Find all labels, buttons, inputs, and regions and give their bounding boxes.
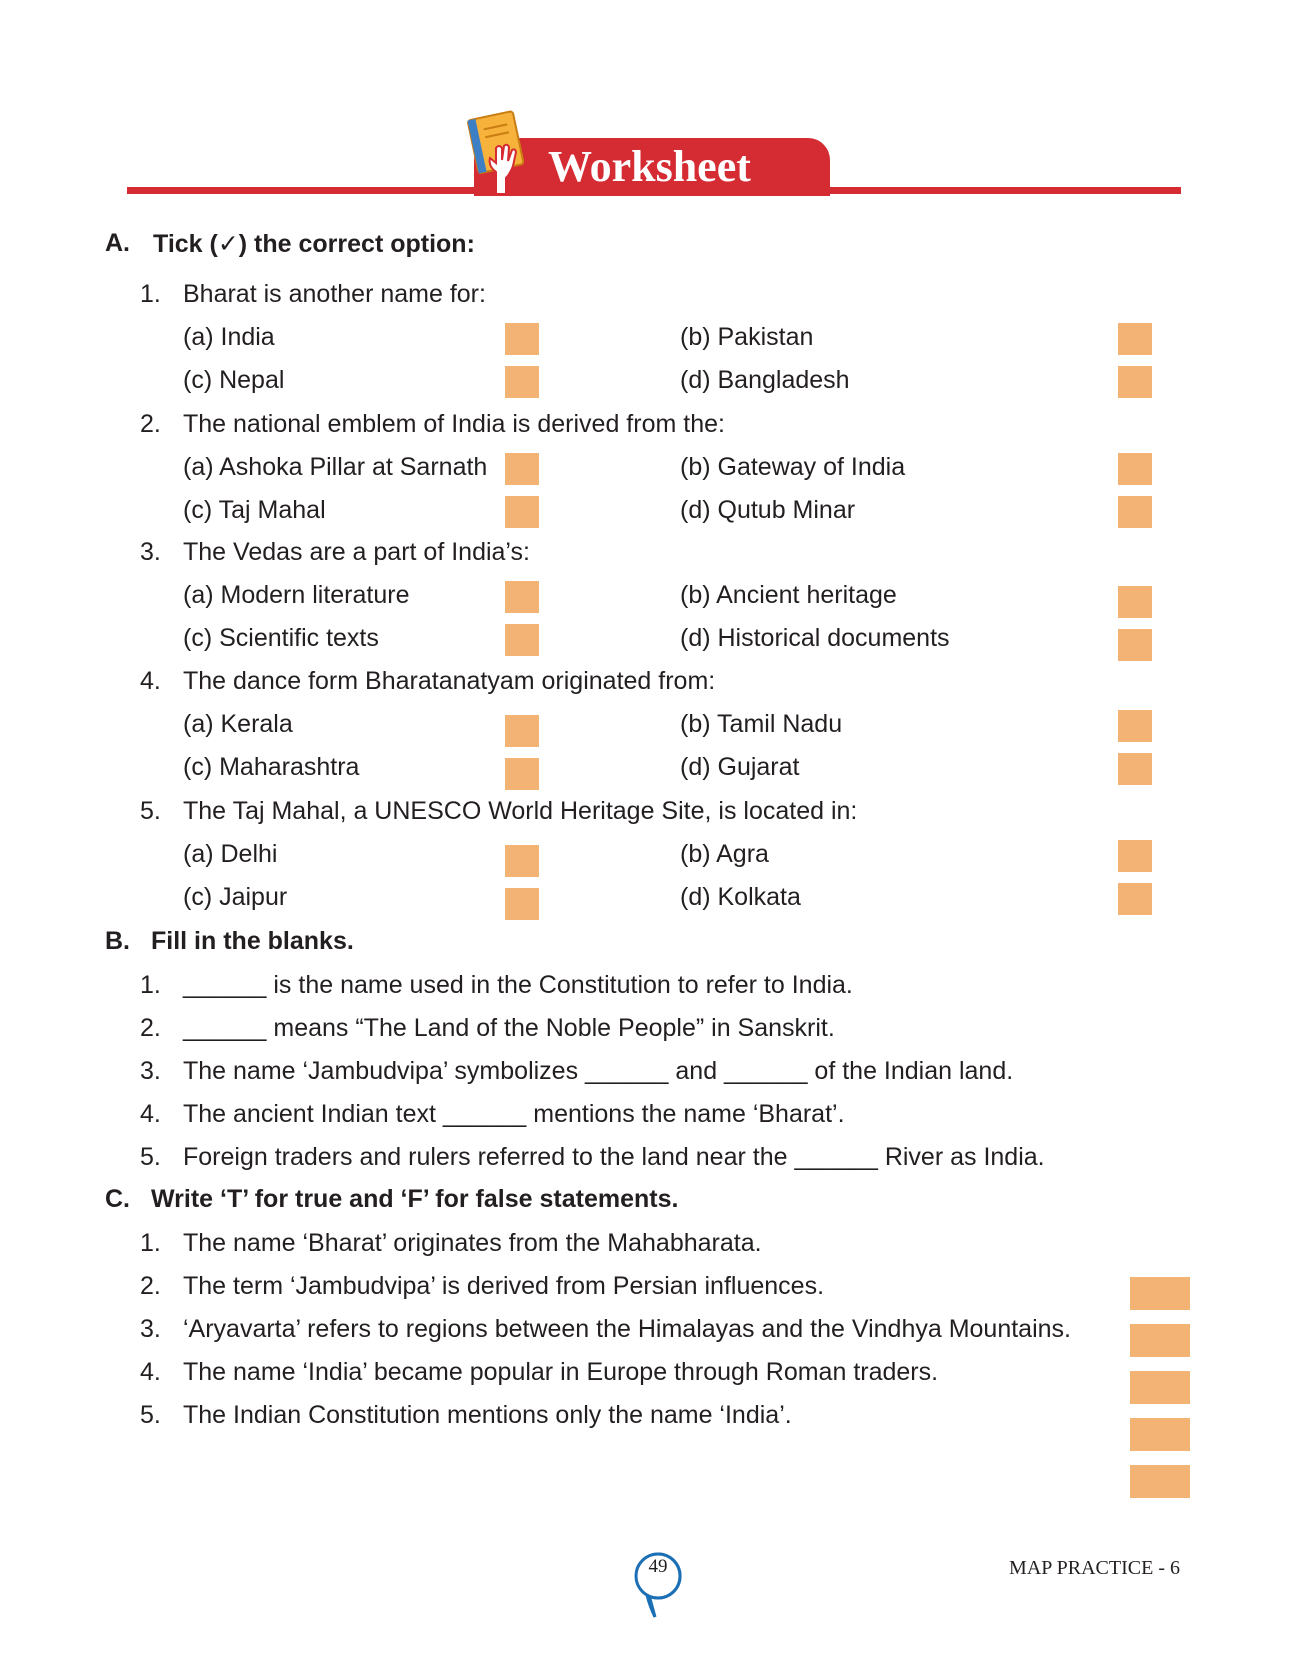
question-number: 2. <box>140 410 161 438</box>
option-label: (b) Tamil Nadu <box>680 710 843 738</box>
option-label: (d) Bangladesh <box>680 366 850 394</box>
answer-checkbox[interactable] <box>1118 753 1152 785</box>
option-label: (d) Qutub Minar <box>680 496 856 524</box>
answer-checkbox[interactable] <box>1118 453 1152 485</box>
option-label: (b) Pakistan <box>680 323 814 351</box>
answer-checkbox[interactable] <box>1118 629 1152 661</box>
answer-checkbox[interactable] <box>505 453 539 485</box>
statement-text: The Indian Constitution mentions only the name ‘India’. <box>183 1401 792 1429</box>
book-hand-icon <box>466 108 538 196</box>
question-number: 5. <box>140 1401 161 1429</box>
option-label: (d) Gujarat <box>680 753 800 781</box>
answer-checkbox[interactable] <box>1118 840 1152 872</box>
tf-answer-box[interactable] <box>1130 1371 1190 1404</box>
fill-blank-text: Foreign traders and rulers referred to the land near the ______ River as India. <box>183 1143 1045 1171</box>
section-c-letter: C. <box>105 1185 130 1213</box>
option-label: (c) Maharashtra <box>183 753 360 781</box>
question-text: The Vedas are a part of India’s: <box>183 538 530 566</box>
tf-answer-box[interactable] <box>1130 1277 1190 1310</box>
footer-label: MAP PRACTICE - 6 <box>1009 1557 1180 1579</box>
page-number: 49 <box>648 1556 668 1577</box>
fill-blank-text: The ancient Indian text ______ mentions the name ‘Bharat’. <box>183 1100 845 1128</box>
question-text: The Taj Mahal, a UNESCO World Heritage Site, is located in: <box>183 797 858 825</box>
answer-checkbox[interactable] <box>505 496 539 528</box>
option-label: (a) Delhi <box>183 840 278 868</box>
option-label: (d) Kolkata <box>680 883 801 911</box>
option-label: (c) Taj Mahal <box>183 496 326 524</box>
tf-answer-box[interactable] <box>1130 1465 1190 1498</box>
option-label: (a) Modern literature <box>183 581 410 609</box>
statement-text: The name ‘Bharat’ originates from the Mahabharata. <box>183 1229 762 1257</box>
answer-checkbox[interactable] <box>1118 710 1152 742</box>
question-text: The dance form Bharatanatyam originated from: <box>183 667 716 695</box>
question-number: 1. <box>140 280 161 308</box>
answer-checkbox[interactable] <box>1118 323 1152 355</box>
answer-checkbox[interactable] <box>505 888 539 920</box>
statement-text: The term ‘Jambudvipa’ is derived from Persian influences. <box>183 1272 825 1300</box>
section-a-title: Tick (✓) the correct option: <box>153 230 475 258</box>
option-label: (a) Kerala <box>183 710 293 738</box>
option-label: (a) Ashoka Pillar at Sarnath <box>183 453 488 481</box>
option-label: (c) Nepal <box>183 366 285 394</box>
answer-checkbox[interactable] <box>505 715 539 747</box>
option-label: (b) Agra <box>680 840 769 868</box>
question-number: 5. <box>140 797 161 825</box>
tf-answer-box[interactable] <box>1130 1324 1190 1357</box>
statement-text: ‘Aryavarta’ refers to regions between the Himalayas and the Vindhya Mountains. <box>183 1315 1071 1343</box>
option-label: (b) Ancient heritage <box>680 581 897 609</box>
tf-answer-box[interactable] <box>1130 1418 1190 1451</box>
answer-checkbox[interactable] <box>1118 586 1152 618</box>
answer-checkbox[interactable] <box>505 624 539 656</box>
option-label: (c) Jaipur <box>183 883 288 911</box>
answer-checkbox[interactable] <box>505 845 539 877</box>
fill-blank-text: ______ means “The Land of the Noble People” in Sanskrit. <box>183 1014 835 1042</box>
question-number: 3. <box>140 1057 161 1085</box>
section-a-letter: A. <box>105 229 130 257</box>
answer-checkbox[interactable] <box>1118 883 1152 915</box>
fill-blank-text: ______ is the name used in the Constitution to refer to India. <box>183 971 853 999</box>
answer-checkbox[interactable] <box>1118 366 1152 398</box>
answer-checkbox[interactable] <box>505 366 539 398</box>
question-number: 4. <box>140 667 161 695</box>
section-b-title: Fill in the blanks. <box>151 927 354 955</box>
question-text: Bharat is another name for: <box>183 280 486 308</box>
question-number: 1. <box>140 971 161 999</box>
answer-checkbox[interactable] <box>505 581 539 613</box>
statement-text: The name ‘India’ became popular in Europe through Roman traders. <box>183 1358 939 1386</box>
fill-blank-text: The name ‘Jambudvipa’ symbolizes ______ and ______ of the Indian land. <box>183 1057 1014 1085</box>
section-b-letter: B. <box>105 927 130 955</box>
question-number: 2. <box>140 1272 161 1300</box>
answer-checkbox[interactable] <box>505 323 539 355</box>
question-number: 4. <box>140 1358 161 1386</box>
section-c-title: Write ‘T’ for true and ‘F’ for false statements. <box>151 1185 679 1213</box>
answer-checkbox[interactable] <box>1118 496 1152 528</box>
question-number: 3. <box>140 538 161 566</box>
question-number: 1. <box>140 1229 161 1257</box>
question-number: 2. <box>140 1014 161 1042</box>
option-label: (b) Gateway of India <box>680 453 906 481</box>
option-label: (a) India <box>183 323 275 351</box>
page-title: Worksheet <box>548 142 751 191</box>
question-number: 4. <box>140 1100 161 1128</box>
question-number: 5. <box>140 1143 161 1171</box>
question-number: 3. <box>140 1315 161 1343</box>
option-label: (c) Scientific texts <box>183 624 379 652</box>
answer-checkbox[interactable] <box>505 758 539 790</box>
option-label: (d) Historical documents <box>680 624 950 652</box>
question-text: The national emblem of India is derived from the: <box>183 410 725 438</box>
